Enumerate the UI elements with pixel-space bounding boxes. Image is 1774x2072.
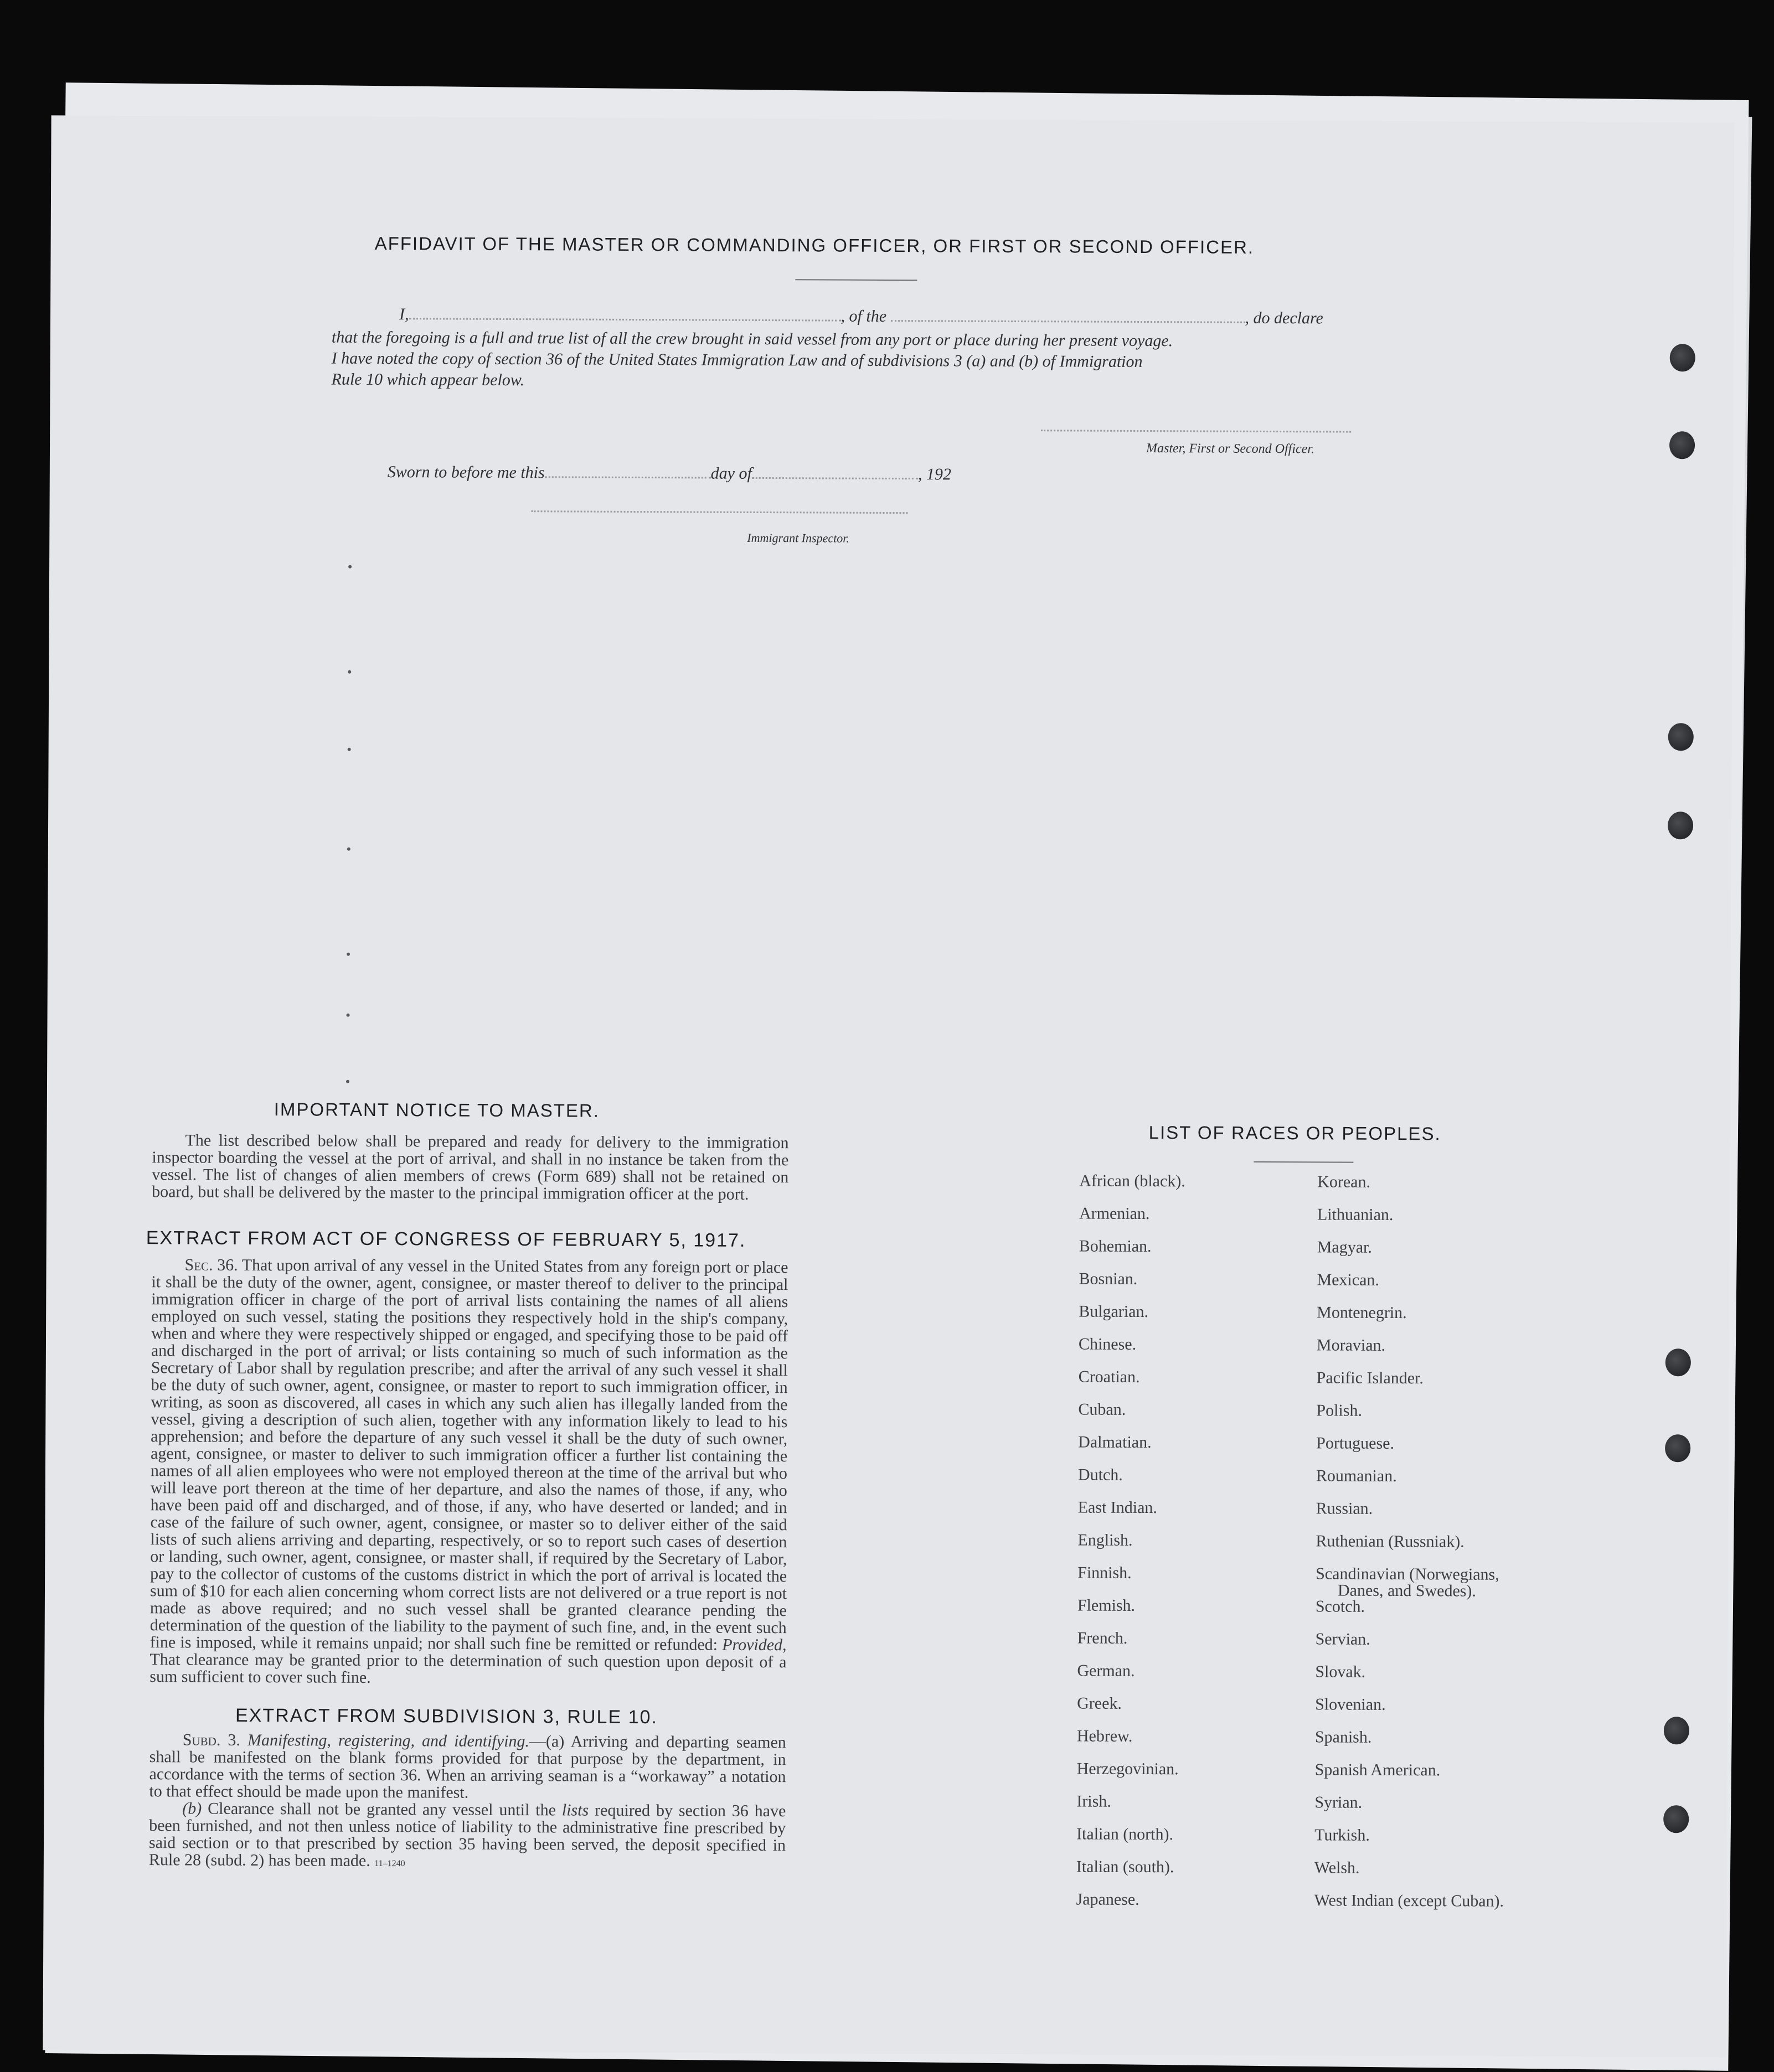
- subdivision-a-paragraph: [149, 1731, 786, 1802]
- race-item: Welsh.: [1314, 1858, 1360, 1877]
- section-label: Sec. 36.: [184, 1255, 238, 1274]
- race-item: Greek.: [1077, 1694, 1122, 1713]
- punch-hole: [1663, 1805, 1689, 1833]
- notice-heading: IMPORTANT NOTICE TO MASTER.: [274, 1099, 600, 1121]
- race-item: West Indian (except Cuban).: [1314, 1891, 1504, 1910]
- name-blank[interactable]: [409, 318, 841, 321]
- month-blank[interactable]: [752, 477, 918, 479]
- act-extract-text: [149, 1256, 788, 1688]
- stray-mark: [347, 1014, 350, 1017]
- race-item: Montenegrin.: [1317, 1303, 1407, 1322]
- race-item: Dutch.: [1077, 1465, 1123, 1484]
- race-item: Bosnian.: [1079, 1269, 1138, 1288]
- para-a-marker: —(a): [529, 1732, 565, 1751]
- race-item: Chinese.: [1078, 1335, 1137, 1353]
- rule-extract-heading: EXTRACT FROM SUBDIVISION 3, RULE 10.: [235, 1704, 658, 1728]
- rule-extract-text: [149, 1731, 786, 1874]
- races-heading-rule: [1254, 1161, 1353, 1163]
- race-item: Slovak.: [1315, 1662, 1366, 1681]
- race-item: Croatian.: [1078, 1367, 1140, 1386]
- stray-mark: [347, 848, 350, 851]
- i-label: I,: [399, 305, 409, 324]
- race-item: African (black).: [1079, 1171, 1185, 1191]
- race-item: English.: [1077, 1531, 1133, 1549]
- stray-mark: [348, 670, 351, 674]
- race-item: Italian (south).: [1076, 1857, 1174, 1877]
- sworn-prefix: Sworn to before me this: [387, 463, 545, 482]
- race-item: Roumanian.: [1316, 1466, 1397, 1486]
- provided-word: Provided,: [722, 1635, 787, 1655]
- race-item: Herzegovinian.: [1076, 1759, 1179, 1779]
- stray-mark: [347, 953, 350, 956]
- race-item: Moravian.: [1316, 1336, 1386, 1355]
- punch-hole: [1669, 431, 1695, 459]
- race-item: Servian.: [1315, 1630, 1370, 1649]
- master-signature-blank[interactable]: [1041, 430, 1351, 432]
- stray-mark: [348, 565, 352, 569]
- race-item: Lithuanian.: [1317, 1205, 1394, 1224]
- race-item: Japanese.: [1076, 1890, 1139, 1909]
- section-36-paragraph: [149, 1256, 788, 1688]
- race-item: Irish.: [1076, 1792, 1111, 1811]
- race-item: Dalmatian.: [1078, 1433, 1152, 1452]
- race-item: East Indian.: [1077, 1498, 1158, 1517]
- subdivision-b-paragraph: [149, 1800, 786, 1874]
- section-text-1: That upon arrival of any vessel in the United States from any foreign port or place it shall be the duty of the owner, agent, consignee, or master thereof to deliver to the principal immigration officer in charge of the port of arrival lists containing the names of all aliens employed on such vessel, stating the positions they respectively hold in the ship's company, when and where they were respectively shipped or engaged, and specifying those to be paid off and discharged in the port of arrival; or lists containing so much of such information as the Secretary of Labor shall by regulation prescribe; and after the arrival of any such vessel it shall be the duty of such owner, agent, consignee, or master to report to such immigration officer, in writing, as soon as discovered, all cases in which any such alien has illegally landed from the vessel, giving a description of such alien, together with any information likely to lead to his apprehension; and before the departure of any such vessel it shall be the duty of such owner, agent, consignee, or master to deliver to such immigration officer a further list containing the names of all alien employees who were not employed thereon at the time of the arrival but who will leave port thereon at the time of her departure, and also the names of those, if any, who have been paid off and discharged, and of those, if any, who have deserted or landed; and in case of the failure of such owner, agent, consignee, or master so to deliver either of the said lists of such aliens arriving and departing, respectively, or so to report such cases of desertion or landing, such owner, agent, consignee, or master shall, if required by the Secretary of Labor, pay to the collector of customs of the customs district in which the port of arrival is located the sum of $10 for each alien concerning whom correct lists are not delivered or a true report is not made as above required; and no such vessel shall be granted clearance pending the determination of the question of the liability to the payment of such fine, and, in the event such fine is imposed, while it remains unpaid; nor shall such fine be remitted or refunded:: [149, 1255, 788, 1654]
- form-code: 11–1240: [374, 1858, 405, 1869]
- race-item: German.: [1077, 1661, 1135, 1680]
- races-heading: LIST OF RACES OR PEOPLES.: [1148, 1122, 1441, 1144]
- inspector-caption: Immigrant Inspector.: [747, 530, 849, 545]
- para-a-text: Arriving and departing seamen shall be manifested on the blank forms provided for that purpose by the department, in accordance with the terms of section 36. When an arriving seaman is a “workaway” a notation to that effect should be made upon the manifest.: [149, 1732, 786, 1802]
- declaration-line-2: that the foregoing is a full and true list of all the crew brought in said vessel from any port or place during her present voyage.: [331, 328, 1173, 350]
- para-b-text-2: required by section 36 have been furnished, and not then unless notice of liability to the administrative fine prescribed by said section or to that prescribed by section 35 having been served, the deposit specified in Rule 28 (subd. 2) has been made.: [148, 1801, 786, 1870]
- race-item: Spanish.: [1314, 1728, 1372, 1747]
- subdivision-title: Manifesting, registering, and identifying.: [247, 1730, 530, 1751]
- declaration-line-1: [399, 305, 1323, 328]
- race-item: Pacific Islander.: [1316, 1368, 1424, 1388]
- day-blank[interactable]: [545, 476, 711, 478]
- lists-word: lists: [561, 1801, 589, 1820]
- punch-hole: [1668, 812, 1693, 839]
- race-item: Bohemian.: [1079, 1237, 1152, 1256]
- race-item: Scandinavian (Norwegians,: [1316, 1564, 1499, 1584]
- para-b-text-1: Clearance shall not be granted any vessel until the: [208, 1799, 556, 1820]
- punch-hole: [1668, 723, 1694, 751]
- race-item: Spanish American.: [1314, 1760, 1441, 1780]
- inspector-signature-blank[interactable]: [532, 510, 908, 514]
- race-item: Russian.: [1316, 1499, 1373, 1518]
- master-signature-caption: Master, First or Second Officer.: [1146, 441, 1315, 457]
- race-item: Hebrew.: [1076, 1727, 1133, 1745]
- vessel-blank[interactable]: [891, 320, 1245, 323]
- race-item: Slovenian.: [1315, 1695, 1386, 1714]
- race-item: Mexican.: [1317, 1270, 1380, 1289]
- do-declare-label: , do declare: [1245, 308, 1323, 328]
- race-item: Syrian.: [1314, 1793, 1363, 1812]
- of-the-label: , of the: [840, 307, 887, 325]
- race-item: Italian (north).: [1076, 1825, 1174, 1844]
- race-item: Polish.: [1316, 1401, 1363, 1420]
- form-page: [43, 115, 1734, 2057]
- act-extract-heading: EXTRACT FROM ACT OF CONGRESS OF FEBRUARY 5, 1917.: [146, 1227, 746, 1251]
- race-item: Bulgarian.: [1079, 1302, 1149, 1321]
- notice-paragraph: The list described below shall be prepared and ready for delivery to the immigration inspector boarding the vessel at the port of arrival, and shall in no instance be taken from the vessel. The list of changes of alien members of crews (Form 689) shall not be retained on board, but shall be delivered by the master to the principal immigration officer at the port.: [152, 1131, 789, 1203]
- race-item: Flemish.: [1077, 1596, 1136, 1615]
- race-item: Ruthenian (Russniak).: [1316, 1532, 1464, 1551]
- race-item: Magyar.: [1317, 1238, 1372, 1257]
- heading-rule: [795, 279, 917, 281]
- day-of-label: day of: [710, 464, 752, 483]
- race-item: Korean.: [1317, 1172, 1371, 1191]
- stray-mark: [346, 1080, 349, 1083]
- para-b-marker: (b): [182, 1799, 202, 1818]
- punch-hole: [1670, 344, 1695, 371]
- declaration-line-3: I have noted the copy of section 36 of the United States Immigration Law and of subdivisions 3 (a) and (b) of Immigration: [331, 349, 1143, 371]
- affidavit-heading: AFFIDAVIT OF THE MASTER OR COMMANDING OFFICER, OR FIRST OR SECOND OFFICER.: [374, 232, 1255, 257]
- race-item: Portuguese.: [1316, 1434, 1395, 1453]
- race-item: Finnish.: [1077, 1563, 1132, 1582]
- punch-hole: [1664, 1717, 1689, 1744]
- race-item: Armenian.: [1079, 1204, 1150, 1223]
- punch-hole: [1665, 1348, 1691, 1376]
- race-item-continuation: Danes, and Swedes).: [1337, 1581, 1477, 1600]
- sworn-line: [388, 463, 951, 484]
- section-text-2: That clearance may be granted prior to the determination of such question upon deposit of a sum sufficient to cover such fine.: [149, 1650, 787, 1687]
- notice-text: [152, 1131, 789, 1203]
- race-item: French.: [1077, 1629, 1128, 1647]
- stray-mark: [348, 748, 351, 751]
- race-item: Turkish.: [1314, 1826, 1370, 1844]
- punch-hole: [1665, 1434, 1690, 1462]
- race-item: Scotch.: [1315, 1597, 1365, 1616]
- race-item: Cuban.: [1078, 1400, 1126, 1419]
- year-label: , 192: [917, 465, 951, 484]
- subdivision-label: Subd. 3.: [182, 1730, 241, 1749]
- declaration-line-4: Rule 10 which appear below.: [331, 370, 525, 390]
